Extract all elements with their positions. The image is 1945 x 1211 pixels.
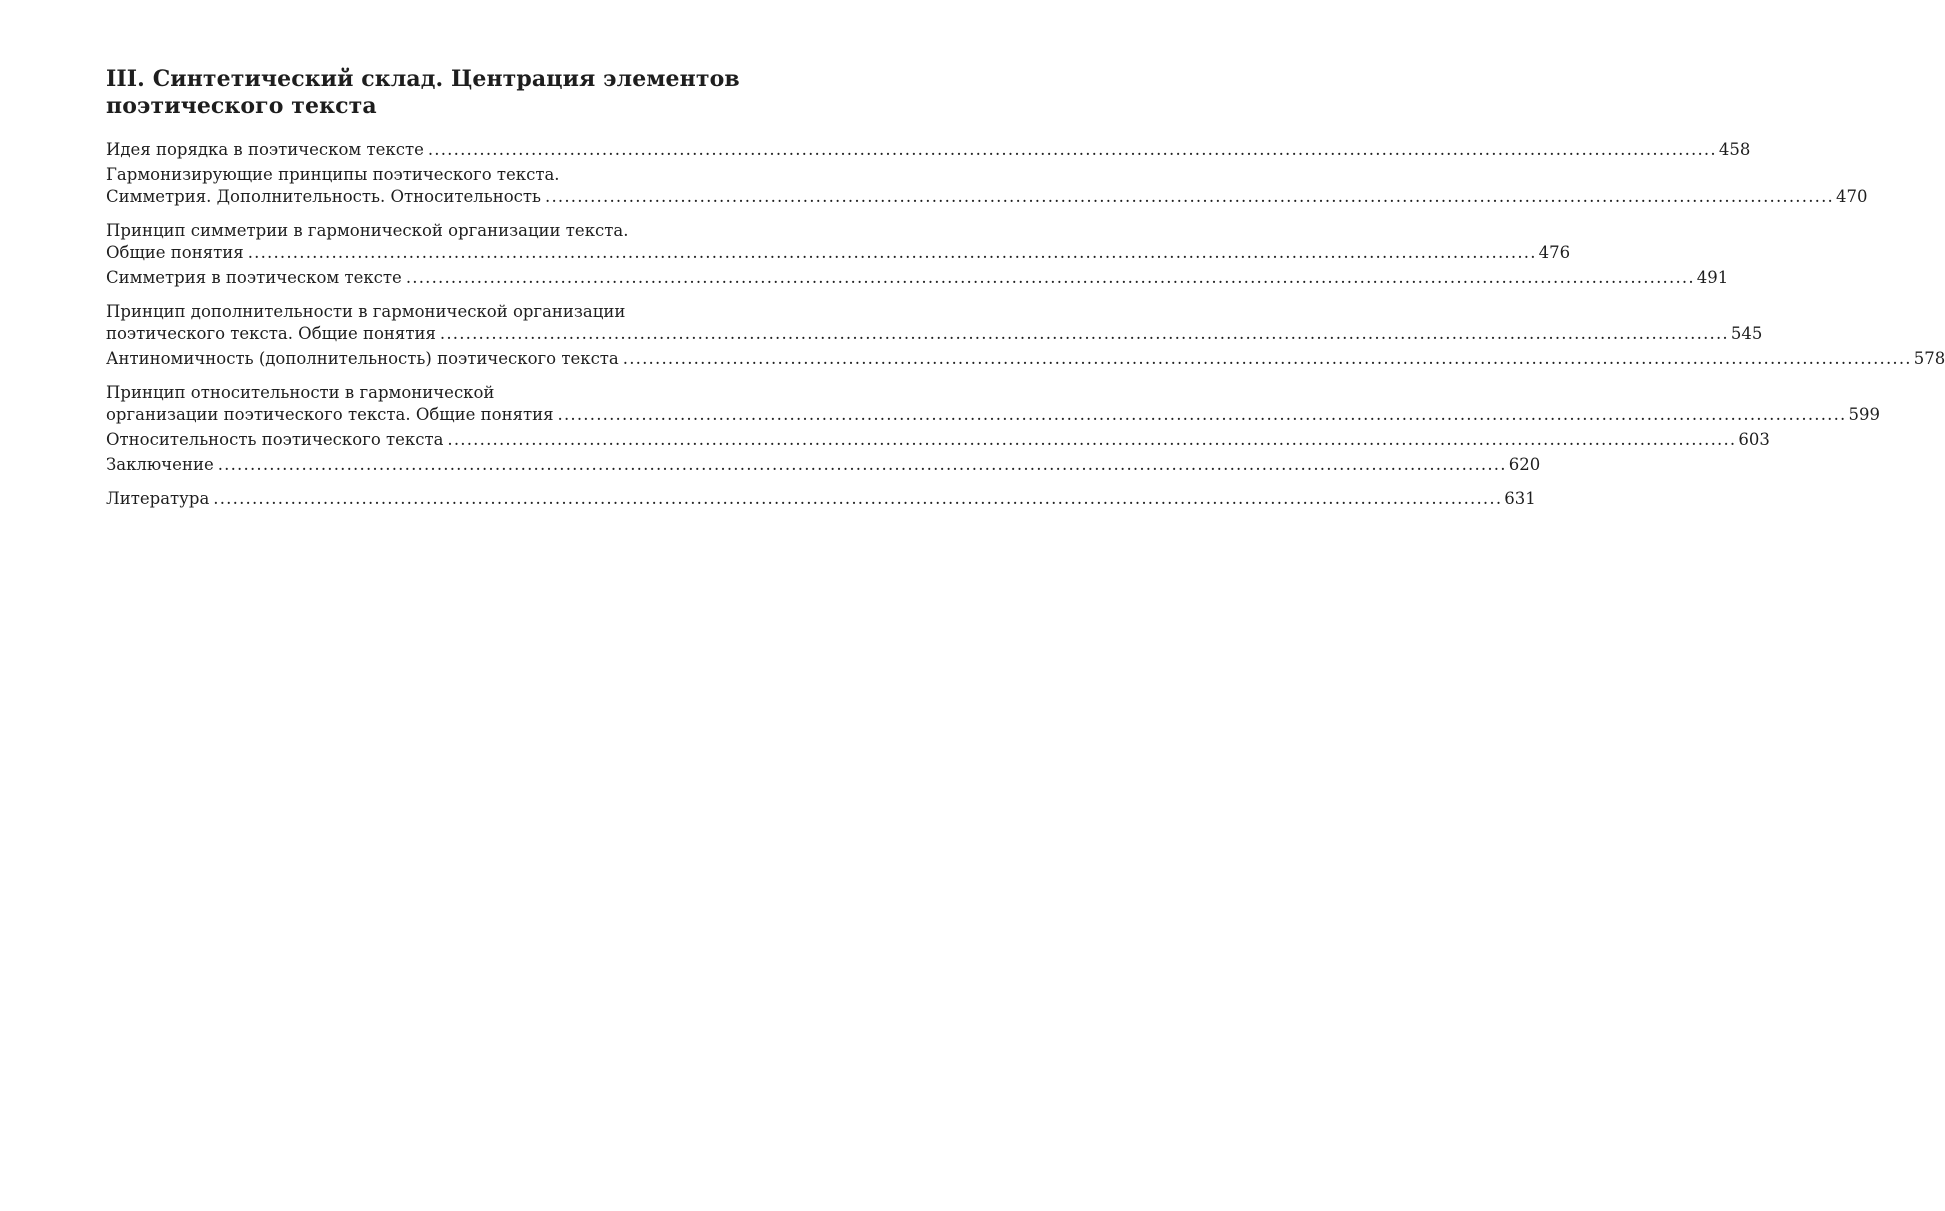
toc-entry-title: Литература <box>106 489 210 508</box>
table-of-contents <box>106 139 1945 510</box>
toc-entry-title: Симметрия. Дополнительность. Относительность <box>106 187 541 206</box>
toc-entry-line <box>106 242 1571 264</box>
dot-leader: ........................................................................................................................................................................................................ <box>557 405 1847 424</box>
toc-page-number: 620 <box>1508 455 1541 474</box>
toc-entry-line <box>106 348 1945 370</box>
dot-leader: ........................................................................................................................................................................................................ <box>439 324 1729 343</box>
toc-entry[interactable] <box>106 164 1868 208</box>
toc-entry[interactable] <box>106 220 1571 264</box>
toc-entry-line <box>106 267 1729 289</box>
toc-group <box>106 301 1945 370</box>
dot-leader: ........................................................................................................................................................................................................ <box>213 489 1503 508</box>
section-title-line2: поэтического текста <box>106 93 377 119</box>
toc-entry-title: Антиномичность (дополнительность) поэтического текста <box>106 349 619 368</box>
toc-entry-title: организации поэтического текста. Общие понятия <box>106 405 554 424</box>
toc-entry-title: Идея порядка в поэтическом тексте <box>106 140 424 159</box>
toc-group <box>106 382 1881 476</box>
toc-page-number: 470 <box>1835 187 1868 206</box>
toc-page-number: 631 <box>1504 489 1536 508</box>
toc-entry-line <box>106 139 1751 161</box>
dot-leader: ........................................................................................................................................................................................................ <box>427 140 1717 159</box>
section-title-line1: III. Синтетический склад. Центрация элементов <box>106 66 740 92</box>
toc-entry-title: Общие понятия <box>106 243 244 262</box>
toc-entry[interactable] <box>106 429 1770 451</box>
toc-entry-line-cont <box>106 220 750 242</box>
toc-entry-line <box>106 323 1763 345</box>
toc-group <box>106 139 1868 208</box>
toc-entry-title: поэтического текста. Общие понятия <box>106 324 436 343</box>
toc-entry-line <box>106 429 1770 451</box>
dot-leader: ........................................................................................................................................................................................................ <box>247 243 1537 262</box>
toc-entry-title: Симметрия в поэтическом тексте <box>106 268 402 287</box>
toc-entry[interactable] <box>106 139 1751 161</box>
toc-entry[interactable] <box>106 348 1945 370</box>
toc-entry-title: Гармонизирующие принципы поэтического текста. <box>106 165 560 184</box>
toc-entry-line-cont <box>106 382 750 404</box>
toc-entry-line-cont <box>106 301 750 323</box>
toc-page-number: 599 <box>1848 405 1881 424</box>
dot-leader: ........................................................................................................................................................................................................ <box>622 349 1912 368</box>
page <box>106 66 1945 522</box>
toc-entry-line <box>106 186 1868 208</box>
dot-leader: ........................................................................................................................................................................................................ <box>545 187 1834 206</box>
dot-leader: ........................................................................................................................................................................................................ <box>217 455 1507 474</box>
toc-entry[interactable] <box>106 488 1536 510</box>
section-title <box>106 66 750 120</box>
toc-page-number: 578 <box>1913 349 1945 368</box>
toc-entry[interactable] <box>106 454 1541 476</box>
toc-entry[interactable] <box>106 301 1763 345</box>
toc-entry-line <box>106 488 1536 510</box>
toc-page-number: 458 <box>1718 140 1751 159</box>
toc-page-number: 476 <box>1538 243 1571 262</box>
toc-page-number: 603 <box>1738 430 1770 449</box>
dot-leader: ........................................................................................................................................................................................................ <box>405 268 1695 287</box>
toc-entry[interactable] <box>106 382 1881 426</box>
toc-group <box>106 488 1536 510</box>
toc-entry[interactable] <box>106 267 1729 289</box>
toc-entry-title: Принцип дополнительности в гармонической организации <box>106 302 626 321</box>
dot-leader: ........................................................................................................................................................................................................ <box>447 430 1737 449</box>
toc-entry-title: Принцип относительности в гармонической <box>106 383 495 402</box>
toc-page-number: 545 <box>1730 324 1763 343</box>
toc-entry-line <box>106 404 1881 426</box>
toc-entry-title: Относительность поэтического текста <box>106 430 444 449</box>
toc-entry-title: Принцип симметрии в гармонической организации текста. <box>106 221 629 240</box>
toc-entry-line-cont <box>106 164 750 186</box>
toc-entry-line <box>106 454 1541 476</box>
toc-page-number: 491 <box>1696 268 1729 287</box>
toc-group <box>106 220 1729 289</box>
toc-entry-title: Заключение <box>106 455 214 474</box>
